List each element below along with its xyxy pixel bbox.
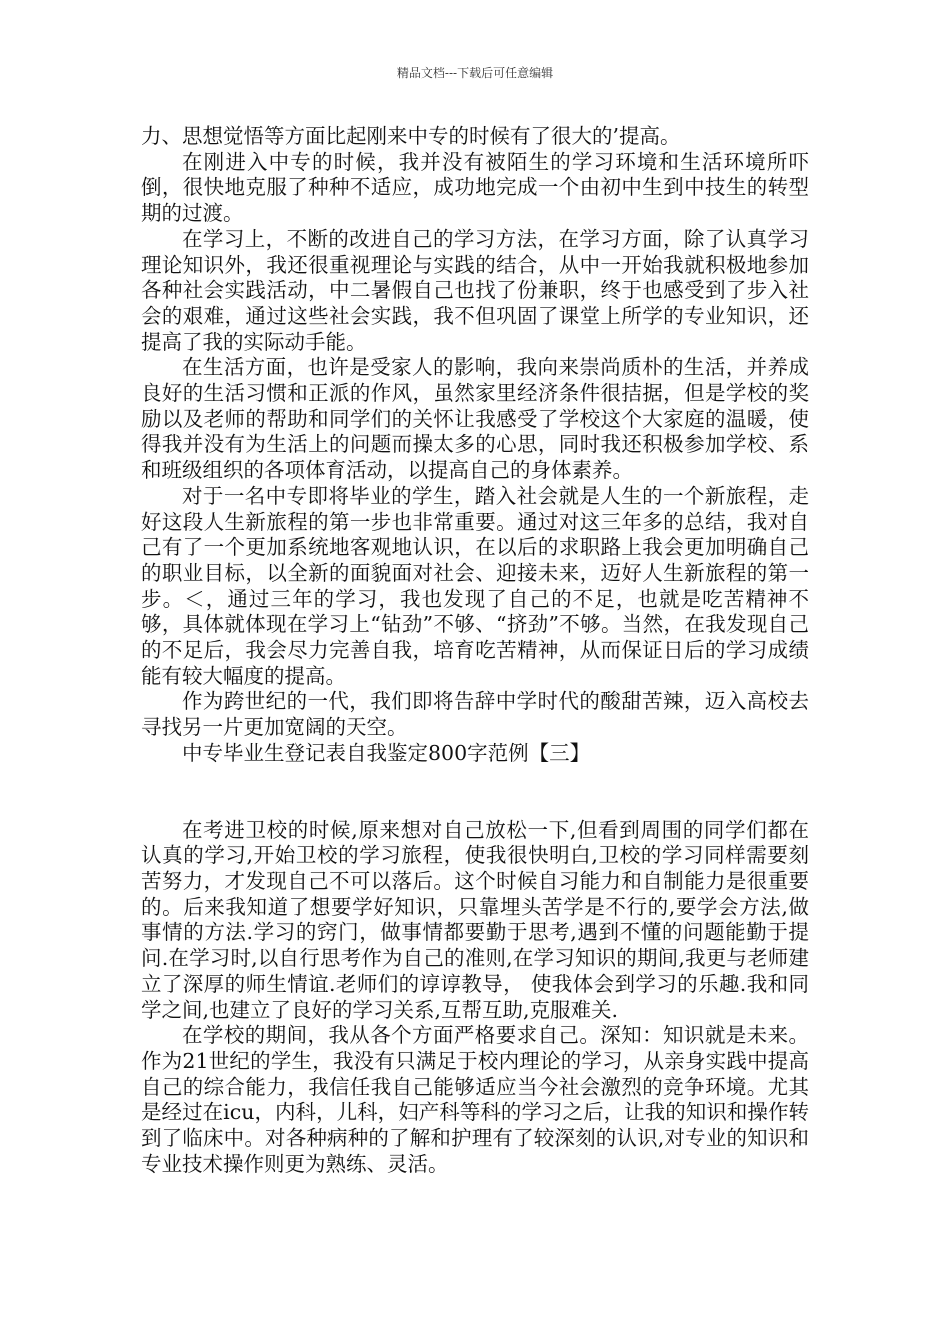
paragraph: 在刚进入中专的时候，我并没有被陌生的学习环境和生活环境所吓倒，很快地克服了种种不适应，成功地完成一个由初中生到中技生的转型期的过渡。 <box>141 149 809 226</box>
document-body <box>141 124 809 1177</box>
spacer <box>141 767 809 818</box>
paragraph: 力、思想觉悟等方面比起刚来中专的时候有了很大的’提高。 <box>141 124 681 148</box>
paragraph: 对于一名中专即将毕业的学生，踏入社会就是人生的一个新旅程，走好这段人生新旅程的第一步也非常重要。通过对这三年多的总结，我对自己有了一个更加系统地客观地认识，在以后的求职路上我会更加明确自己的职业目标，以全新的面貌面对社会、迎接未来，迈好人生新旅程的第一步。＜，通过三年的学习，我也发现了自己的不足，也就是吃苦精神不够，具体就体现在学习上“钻劲”不够、“挤劲”不够。当然，在我发现自己的不足后，我会尽力完善自我，培育吃苦精神，从而保证日后的学习成绩能有较大幅度的提高。 <box>141 483 809 688</box>
paragraph: 作为跨世纪的一代，我们即将告辞中学时代的酸甜苦辣，迈入高校去寻找另一片更加宽阔的天空。 <box>141 689 809 740</box>
section-heading: 中专毕业生登记表自我鉴定800字范例【三】 <box>182 740 591 765</box>
paragraph: 在学校的期间，我从各个方面严格要求自己。深知：知识就是未来。作为21世纪的学生，我没有只满足于校内理论的学习，从亲身实践中提高自己的综合能力，我信任我自己能够适应当今社会激烈的竞争环境。尤其是经过在icu，内科，儿科，妇产科等科的学习之后，让我的知识和操作转到了临床中。对各种病种的了解和护理有了较深刻的认识,对专业的知识和专业技术操作则更为熟练、灵活。 <box>141 1023 809 1176</box>
paragraph: 在考进卫校的时候,原来想对自己放松一下,但看到周围的同学们都在认真的学习,开始卫校的学习旅程，使我很快明白,卫校的学习同样需要刻苦努力，才发现自己不可以落后。这个时候自习能力和自制能力是很重要的。后来我知道了想要学好知识，只靠埋头苦学是不行的,要学会方法,做事情的方法.学习的窍门，做事情都要勤于思考,遇到不懂的问题能勤于提问.在学习时,以自行思考作为自己的准则,在学习知识的期间,我更与老师建立了深厚的师生情谊.老师们的谆谆教导， 使我体会到学习的乐趣.我和同学之间,也建立了良好的学习关系,互帮互助,克服难关. <box>141 817 809 1022</box>
page-header: 精品文档---下载后可任意编辑 <box>396 66 554 80</box>
paragraph: 在生活方面，也许是受家人的影响，我向来崇尚质朴的生活，并养成良好的生活习惯和正派的作风，虽然家里经济条件很拮据，但是学校的奖励以及老师的帮助和同学们的关怀让我感受了学校这个大家庭的温暖，使得我并没有为生活上的问题而操太多的心思，同时我还积极参加学校、系和班级组织的各项体育活动，以提高自己的身体素养。 <box>141 355 809 483</box>
paragraph: 在学习上，不断的改进自己的学习方法，在学习方面，除了认真学习理论知识外，我还很重视理论与实践的结合，从中一开始我就积极地参加各种社会实践活动，中二暑假自己也找了份兼职，终于也感受到了步入社会的艰难，通过这些社会实践，我不但巩固了课堂上所学的专业知识，还提高了我的实际动手能。 <box>141 226 809 354</box>
